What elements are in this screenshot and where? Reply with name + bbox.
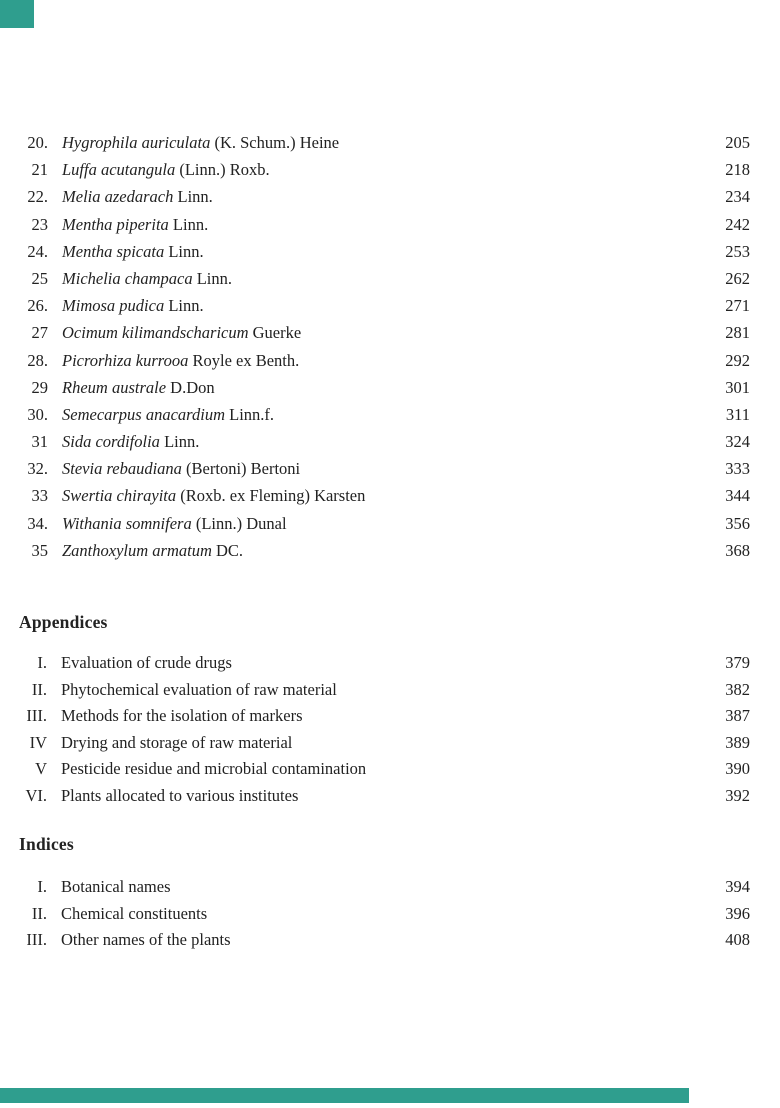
botanical-name: Hygrophila auriculata xyxy=(62,133,211,152)
page-number: 394 xyxy=(725,877,750,896)
author-citation: D.Don xyxy=(170,377,215,397)
botanical-name: Swertia chirayita xyxy=(62,486,177,506)
author-citation: Linn. xyxy=(172,214,209,234)
toc-entry-row xyxy=(0,319,750,346)
author-citation: Linn.f. xyxy=(229,404,275,424)
toc-entry-row xyxy=(0,482,750,509)
plant-name xyxy=(48,156,716,183)
author-citation: Linn. xyxy=(177,187,213,207)
entry-number: 35 xyxy=(31,540,48,560)
page-number: 356 xyxy=(725,513,750,533)
page-number: 218 xyxy=(725,160,750,180)
author-citation: (K. Schum.) Heine xyxy=(214,133,340,152)
botanical-name: Sida cordifolia xyxy=(62,432,160,452)
entry-number: 31 xyxy=(31,432,48,452)
botanical-name: Stevia rebaudiana xyxy=(62,459,182,479)
botanical-name: Rheum australe xyxy=(62,377,167,397)
toc-entry-row xyxy=(0,537,750,564)
page-number: 271 xyxy=(725,296,750,316)
section-entry-row xyxy=(0,901,750,928)
section-entry-row xyxy=(0,783,750,810)
plant-name xyxy=(48,347,716,374)
entry-numeral: VI. xyxy=(25,785,47,805)
entry-numeral: III. xyxy=(26,706,47,725)
entry-label: Methods for the isolation of markers xyxy=(61,706,303,725)
entry-number: 32. xyxy=(27,459,48,479)
author-citation: Linn. xyxy=(168,296,204,316)
bottom-edge-scan-bar xyxy=(0,1088,689,1103)
entry-numeral: II. xyxy=(31,679,47,699)
entry-number: 26. xyxy=(27,296,48,316)
entry-label: Chemical constituents xyxy=(61,903,208,923)
page-number: 281 xyxy=(725,323,750,343)
author-citation: Linn. xyxy=(168,241,204,261)
entry-number: 20. xyxy=(27,133,48,152)
page-number: 324 xyxy=(725,432,750,452)
entry-number: 23 xyxy=(31,214,48,234)
entry-number: 30. xyxy=(27,404,48,424)
page-number: 387 xyxy=(725,706,750,725)
toc-entry-row xyxy=(0,183,750,210)
entry-numeral: I. xyxy=(37,877,47,896)
page-number: 262 xyxy=(725,268,750,288)
page-number: 333 xyxy=(725,459,750,479)
toc-entry-row xyxy=(0,156,750,183)
botanical-name: Michelia champaca xyxy=(62,268,193,288)
page-number: 396 xyxy=(725,903,750,923)
indices-list xyxy=(0,874,750,954)
page-number: 311 xyxy=(725,404,750,424)
toc-entry-row xyxy=(0,211,750,238)
entry-numeral: III. xyxy=(26,930,47,949)
plant-monograph-list xyxy=(0,129,750,564)
plant-name xyxy=(48,401,716,428)
section-entry-row xyxy=(0,730,750,757)
author-citation: Linn. xyxy=(196,268,233,288)
page-number: 242 xyxy=(725,214,750,234)
section-entry-row xyxy=(0,677,750,704)
author-citation: (Roxb. ex Fleming) Karsten xyxy=(180,486,366,506)
page-number: 382 xyxy=(725,679,750,699)
page-number: 344 xyxy=(725,486,750,506)
toc-entry-row xyxy=(0,292,750,319)
entry-label: Phytochemical evaluation of raw material xyxy=(61,679,337,699)
plant-name xyxy=(48,510,716,537)
entry-numeral: V xyxy=(35,759,47,778)
page-number: 392 xyxy=(725,785,750,805)
plant-name xyxy=(48,129,716,156)
section-entry-row xyxy=(0,874,750,901)
plant-name xyxy=(48,292,716,319)
entry-number: 34. xyxy=(27,513,48,533)
author-citation: Royle ex Benth. xyxy=(192,350,300,370)
entry-number: 27 xyxy=(31,323,48,343)
author-citation: DC. xyxy=(216,540,244,560)
section-entry-row xyxy=(0,650,750,677)
botanical-name: Mentha spicata xyxy=(62,241,165,261)
plant-name xyxy=(48,428,716,455)
appendices-heading: Appendices xyxy=(19,612,108,632)
entry-label: Plants allocated to various institutes xyxy=(61,785,299,805)
botanical-name: Melia azedarach xyxy=(62,187,174,207)
botanical-name: Ocimum kilimandscharicum xyxy=(62,323,249,343)
toc-entry-row xyxy=(0,428,750,455)
entry-number: 25 xyxy=(31,268,48,288)
page-number: 379 xyxy=(725,653,750,672)
appendices-list xyxy=(0,650,750,809)
page-number: 234 xyxy=(725,187,750,207)
section-entry-row xyxy=(0,703,750,730)
botanical-name: Withania somnifera xyxy=(62,513,192,533)
entry-number: 29 xyxy=(31,377,48,397)
entry-label: Drying and storage of raw material xyxy=(61,732,293,752)
page-number: 253 xyxy=(725,241,750,261)
author-citation: (Bertoni) Bertoni xyxy=(186,459,301,479)
plant-name xyxy=(48,319,716,346)
toc-entry-row xyxy=(0,455,750,482)
section-entry-row xyxy=(0,756,750,783)
entry-numeral: IV xyxy=(29,732,47,752)
toc-entry-row xyxy=(0,510,750,537)
author-citation: (Linn.) Roxb. xyxy=(179,160,270,180)
plant-name xyxy=(48,238,716,265)
page-number: 368 xyxy=(725,540,750,560)
plant-name xyxy=(48,537,716,564)
plant-name xyxy=(48,211,716,238)
indices-heading: Indices xyxy=(19,834,74,854)
section-entry-row xyxy=(0,927,750,954)
entry-number: 33 xyxy=(31,486,48,506)
page-number: 301 xyxy=(725,377,750,397)
entry-number: 28. xyxy=(27,350,48,370)
page-number: 292 xyxy=(725,350,750,370)
page-number: 389 xyxy=(725,732,750,752)
plant-name xyxy=(48,183,716,210)
page-number: 205 xyxy=(725,133,750,152)
plant-name xyxy=(48,455,716,482)
entry-label: Botanical names xyxy=(61,877,171,896)
toc-entry-row xyxy=(0,129,750,156)
botanical-name: Semecarpus anacardium xyxy=(62,404,225,424)
botanical-name: Picrorhiza kurrooa xyxy=(62,350,189,370)
plant-name xyxy=(48,374,716,401)
toc-entry-row xyxy=(0,238,750,265)
toc-entry-row xyxy=(0,347,750,374)
plant-name xyxy=(48,265,716,292)
entry-numeral: II. xyxy=(31,903,47,923)
entry-number: 22. xyxy=(27,187,48,207)
toc-entry-row xyxy=(0,265,750,292)
plant-name xyxy=(48,482,716,509)
author-citation: Linn. xyxy=(164,432,200,452)
page-number: 408 xyxy=(725,930,750,949)
entry-label: Pesticide residue and microbial contamination xyxy=(61,759,367,778)
author-citation: (Linn.) Dunal xyxy=(195,513,287,533)
botanical-name: Zanthoxylum armatum xyxy=(62,540,212,560)
page-number: 390 xyxy=(725,759,750,778)
botanical-name: Mimosa pudica xyxy=(62,296,165,316)
entry-label: Other names of the plants xyxy=(61,930,231,949)
toc-entry-row xyxy=(0,374,750,401)
botanical-name: Mentha piperita xyxy=(62,214,169,234)
entry-number: 21 xyxy=(31,160,48,180)
author-citation: Guerke xyxy=(252,323,302,343)
entry-label: Evaluation of crude drugs xyxy=(61,653,232,672)
entry-number: 24. xyxy=(27,241,48,261)
botanical-name: Luffa acutangula xyxy=(62,160,176,180)
entry-numeral: I. xyxy=(37,653,47,672)
toc-entry-row xyxy=(0,401,750,428)
